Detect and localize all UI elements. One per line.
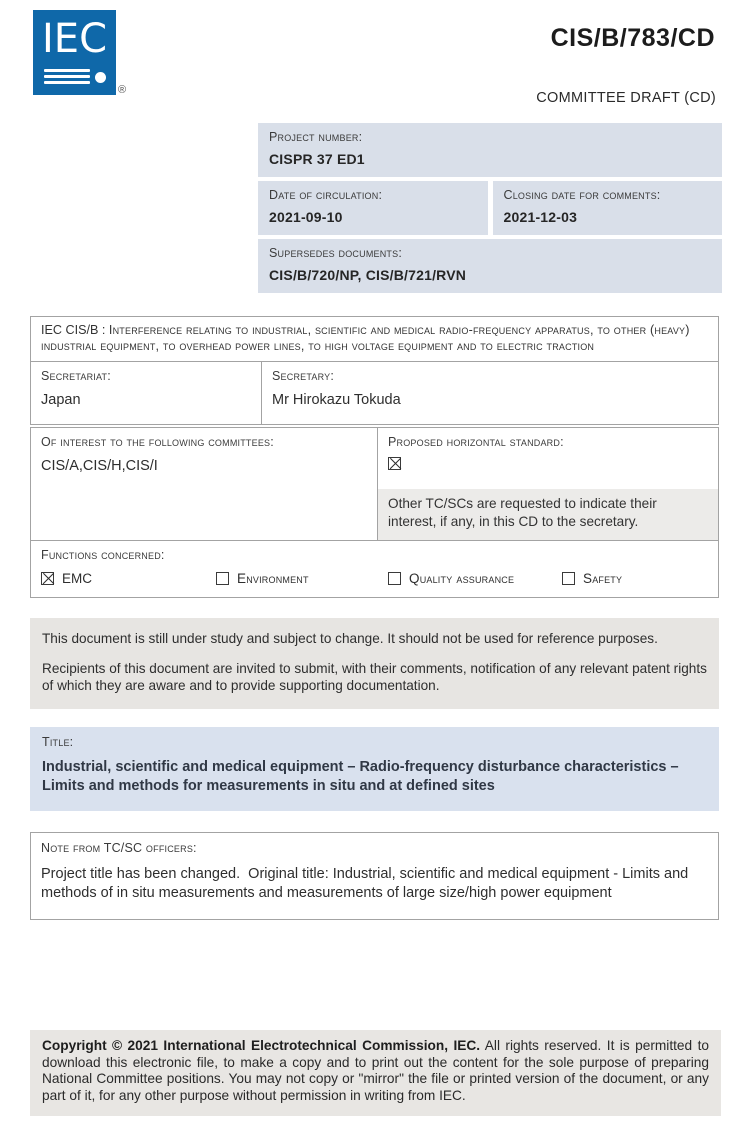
other-tcsc-note: Other TC/SCs are requested to indicate their interest, if any, in this CD to the secretary. (378, 489, 718, 540)
function-option-quality-assurance (388, 571, 562, 586)
note-from-officers-text: Project title has been changed. Original title: Industrial, scientific and medical equipment - Limits and methods of in situ measurements and measurements of large size/high power equipment (41, 866, 693, 901)
emc-label: EMC (62, 571, 92, 586)
project-number-label: Project number: (269, 130, 363, 144)
secretariat-cell (31, 362, 262, 424)
notice-paragraph-1: This document is still under study and subject to change. It should not be used for reference purposes. (42, 631, 658, 646)
functions-options (41, 571, 708, 586)
secretariat-label: Secretariat: (41, 369, 111, 383)
title-section (30, 727, 719, 811)
function-option-environment (216, 571, 388, 586)
iec-logo-dot-icon (95, 72, 106, 83)
closing-date-label: Closing date for comments: (503, 188, 661, 202)
document-type-label: COMMITTEE DRAFT (CD) (536, 90, 716, 106)
copyright-body-text: All rights reserved. It is permitted to download this electronic file, to make a copy and to print out the content for the sole purpose of preparing National Committee positions. You may not copy or "mirror" the file or printed version of the document, or any part of it, for any other purpose without permission in writing from IEC. (42, 1038, 709, 1103)
project-number-value: CISPR 37 ED1 (269, 151, 365, 167)
environment-checkbox[interactable] (216, 572, 229, 585)
quality-assurance-checkbox[interactable] (388, 572, 401, 585)
note-from-officers-label: Note from TC/SC officers: (41, 841, 197, 855)
date-of-circulation-cell (258, 181, 488, 235)
committee-description-row (31, 317, 718, 362)
closing-date-cell (493, 181, 723, 235)
functions-concerned-label: Functions concerned: (41, 548, 165, 562)
notice-paragraph-2: Recipients of this document are invited to submit, with their comments, notification of any relevant patent rights of which they are aware and to provide supporting documentation. (42, 661, 707, 693)
committee-description: Interference relating to industrial, scientific and medical radio-frequency apparatus, to other (heavy) industrial equipment, to overhead power lines, to high voltage equipment and to electric traction (41, 323, 690, 353)
registered-trademark-symbol: ® (118, 84, 127, 96)
project-metadata-table (258, 123, 722, 293)
iec-logo-lines-icon (44, 69, 90, 87)
proposed-horizontal-cell (378, 428, 718, 540)
of-interest-label: Of interest to the following committees: (41, 435, 274, 449)
secretariat-value: Japan (41, 392, 81, 408)
copyright-bold-text: Copyright © 2021 International Electrotechnical Commission, IEC. (42, 1038, 481, 1053)
note-from-officers-section (30, 832, 719, 920)
committee-info-section (30, 316, 719, 598)
committee-description-prefix: IEC CIS/B : (41, 323, 106, 337)
quality-assurance-label: Quality assurance (409, 571, 515, 586)
document-reference: CIS/B/783/CD (550, 24, 715, 52)
supersedes-value: CIS/B/720/NP, CIS/B/721/RVN (269, 267, 467, 283)
date-of-circulation-label: Date of circulation: (269, 188, 383, 202)
document-title: Industrial, scientific and medical equipment – Radio-frequency disturbance characteristics – Limits and methods for measurements in situ and at defined sites (42, 759, 679, 794)
of-interest-cell (31, 428, 378, 540)
secretary-value: Mr Hirokazu Tokuda (272, 392, 401, 408)
functions-concerned-row (31, 540, 718, 597)
of-interest-value: CIS/A,CIS/H,CIS/I (41, 458, 158, 474)
environment-label: Environment (237, 571, 309, 586)
secretary-cell (262, 362, 718, 424)
supersedes-cell (258, 239, 722, 293)
title-label: Title: (42, 735, 74, 749)
iec-logo-text: IEC (42, 16, 107, 62)
safety-checkbox[interactable] (562, 572, 575, 585)
document-header (0, 0, 749, 123)
committee-table (30, 316, 719, 425)
status-notice (30, 618, 719, 709)
emc-checkbox[interactable] (41, 572, 54, 585)
secretary-label: Secretary: (272, 369, 334, 383)
function-option-emc (41, 571, 216, 586)
iec-logo (33, 10, 116, 95)
safety-label: Safety (583, 571, 623, 586)
closing-date-value: 2021-12-03 (503, 209, 578, 225)
interest-functions-table (30, 427, 719, 598)
proposed-horizontal-checkbox[interactable] (388, 457, 401, 470)
project-number-cell (258, 123, 722, 177)
copyright-notice (30, 1030, 721, 1116)
proposed-horizontal-label: Proposed horizontal standard: (388, 435, 564, 449)
date-of-circulation-value: 2021-09-10 (269, 209, 343, 225)
supersedes-label: Supersedes documents: (269, 246, 402, 260)
function-option-safety (562, 571, 622, 586)
